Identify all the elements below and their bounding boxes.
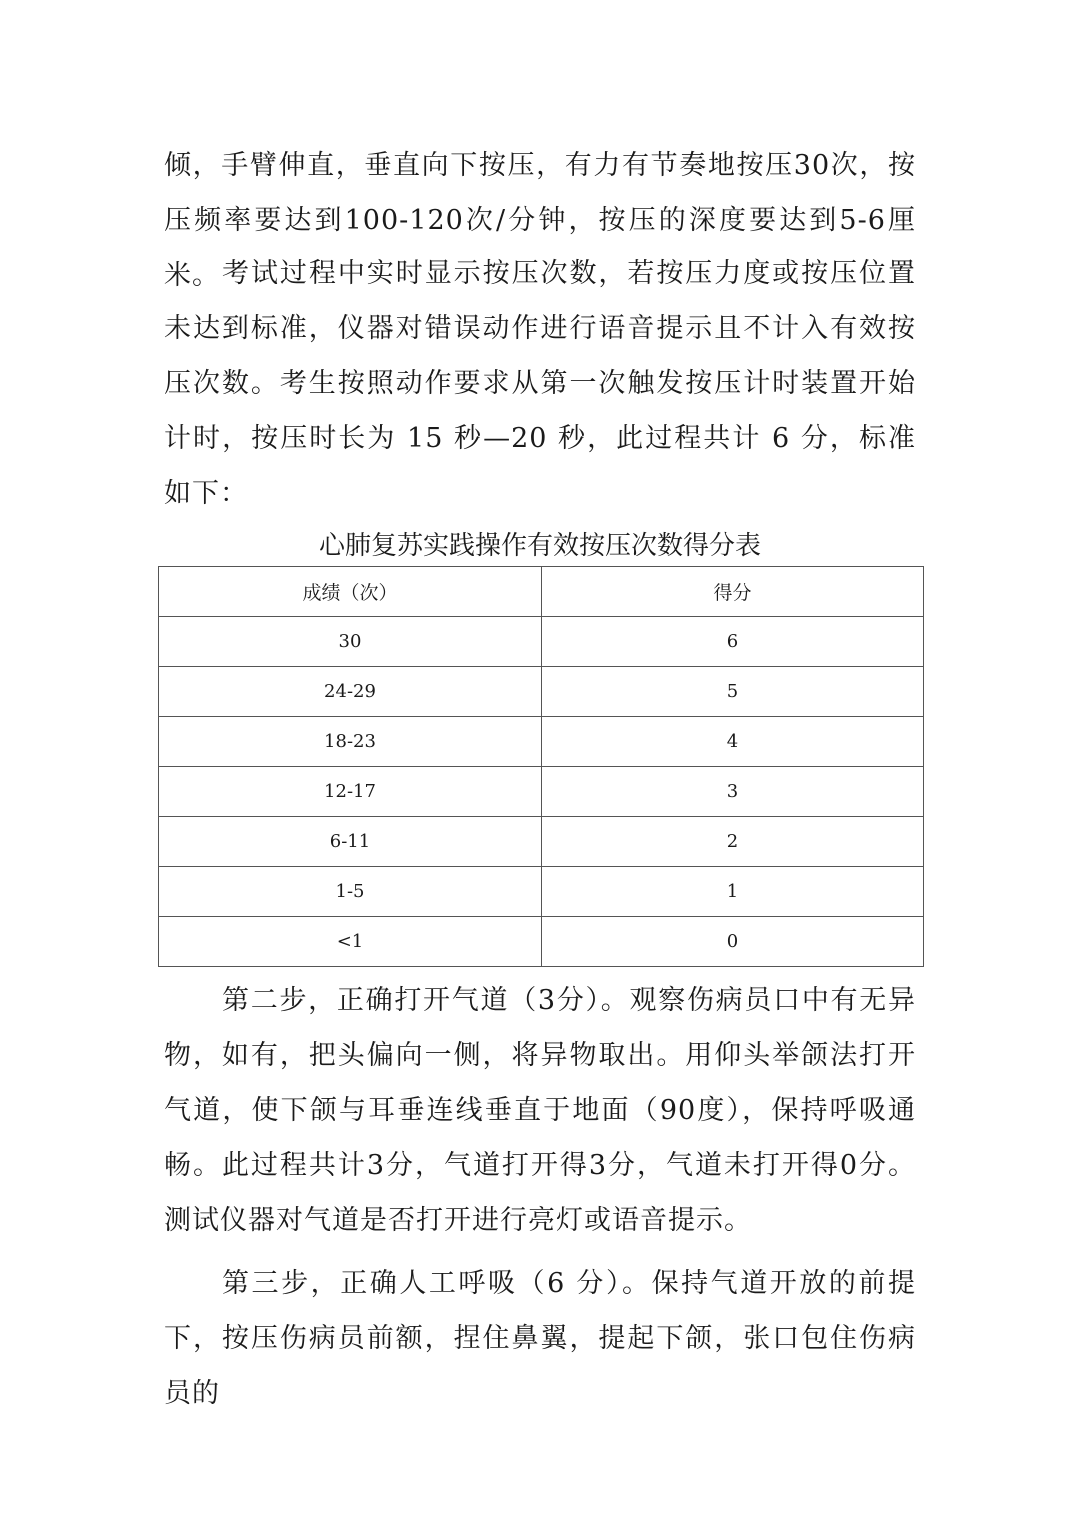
cell-count: 6-11 xyxy=(159,817,542,867)
table-title: 心肺复苏实践操作有效按压次数得分表 xyxy=(318,531,761,561)
paragraph-step-three-breathing: 第三步，正确人工呼吸（6 分）。保持气道开放的前提下，按压伤病员前额，捏住鼻翼，提起下颌，张口包住伤病员的 xyxy=(164,1268,916,1409)
cell-count: 12-17 xyxy=(159,767,542,817)
table-row xyxy=(159,667,924,717)
cell-score: 1 xyxy=(542,867,924,917)
header-result-count: 成绩（次） xyxy=(159,567,542,617)
cell-count: 24-29 xyxy=(159,667,542,717)
table-row xyxy=(159,767,924,817)
table-row xyxy=(159,867,924,917)
cell-count: 18-23 xyxy=(159,717,542,767)
cell-count: 30 xyxy=(159,617,542,667)
score-table xyxy=(158,566,924,967)
paragraph-step-two-airway: 第二步，正确打开气道（3分）。观察伤病员口中有无异物，如有，把头偏向一侧，将异物取出。用仰头举颌法打开气道，使下颌与耳垂连线垂直于地面（90度），保持呼吸通畅。此过程共计3分，气道打开得3分，气道未打开得0分。测试仪器对气道是否打开进行亮灯或语音提示。 xyxy=(164,985,916,1236)
paragraph-compression-technique: 倾，手臂伸直，垂直向下按压，有力有节奏地按压30次，按压频率要达到100-120次/分钟，按压的深度要达到5-6厘米。 xyxy=(164,150,916,291)
cell-score: 2 xyxy=(542,817,924,867)
cell-score: 4 xyxy=(542,717,924,767)
table-row xyxy=(159,917,924,967)
table-header-row xyxy=(159,567,924,617)
paragraph-exam-process: 考试过程中实时显示按压次数，若按压力度或按压位置未达到标准，仪器对错误动作进行语音提示且不计入有效按压次数。考生按照动作要求从第一次触发按压计时装置开始计时，按压时长为 15 秒—20 秒，此过程共计 6 分，标准如下： xyxy=(164,258,916,509)
table-row xyxy=(159,817,924,867)
header-score: 得分 xyxy=(542,567,924,617)
table-row xyxy=(159,717,924,767)
cell-count: <1 xyxy=(159,917,542,967)
table-row xyxy=(159,617,924,667)
cell-count: 1-5 xyxy=(159,867,542,917)
cell-score: 3 xyxy=(542,767,924,817)
cell-score: 0 xyxy=(542,917,924,967)
cell-score: 5 xyxy=(542,667,924,717)
cell-score: 6 xyxy=(542,617,924,667)
